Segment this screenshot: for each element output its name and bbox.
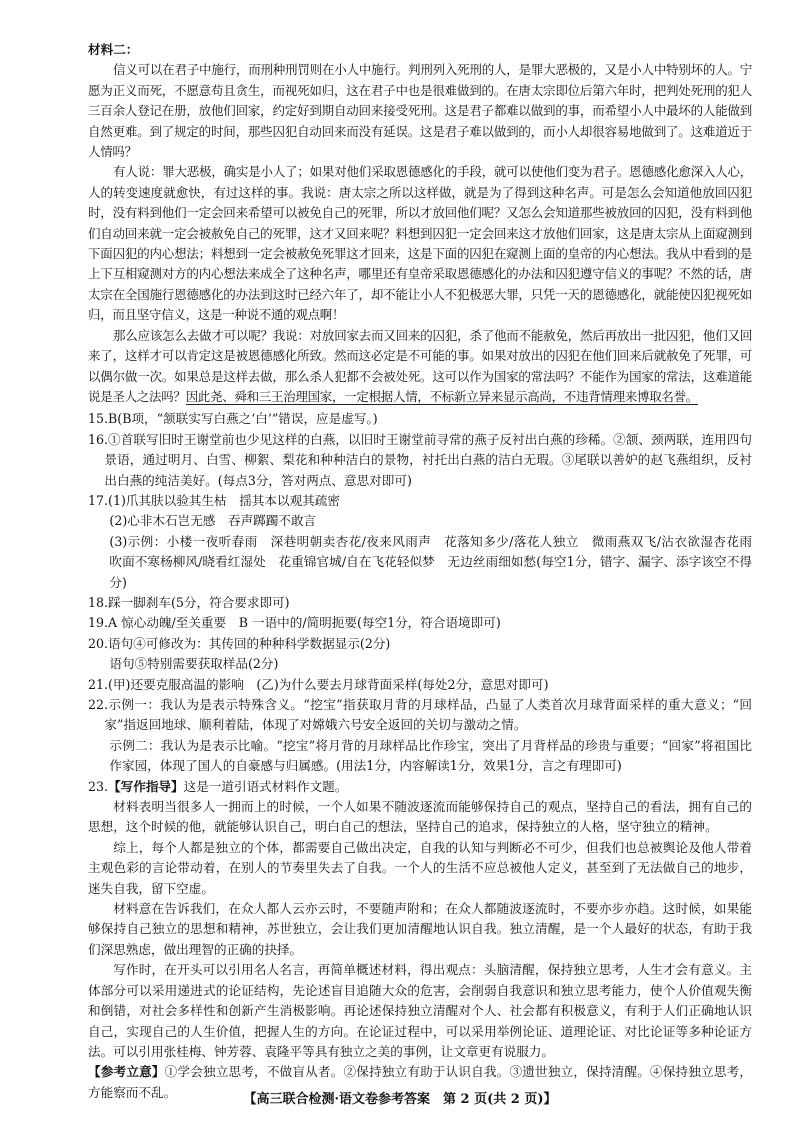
answer-21: 21.(甲)还要克服高温的影响 (乙)为什么要去月球背面采样(每处2分，意思对即可) [88, 676, 549, 692]
writing-guide-paragraph-4: 写作时，在开头可以引用名人名言，再简单概述材料，得出观点：头脑清醒，保持独立思考，人生才会有意义。主体部分可以采用递进式的论证结构，先论述盲目追随大众的危害，会削弱自我意识和独立思考能力，使个人价值观失衡和倒错，对社会多样性和创新产生消极影响。再论述保持独立清醒对个人、社会都有积极意义，有利于人们正确地认识自己，实现自己的人生价值，把握人生的方向。在论证过程中，可以采用举例论证、道理论证、对比论证等多种论证方法。可以引用张桂梅、钟芳蓉、袁隆平等具有独立之美的事例，让文章更有说服力。 [88, 962, 752, 1059]
answer-17-1: 17.(1)爪其肤以验其生枯 揺其本以观其疏密 [88, 492, 340, 508]
reference-theme-label: 【参考立意】 [88, 1064, 165, 1080]
passage-paragraph-2: 有人说：罪大恶极，确实是小人了；如果对他们采取恩德感化的手段，就可以使他们变为君子。恩德感化愈深入人心，人的转变速度就愈快，有过这样的事。我说：唐太宗之所以这样做，就是为了得到这种名声。可是怎么会知道他放回囚犯时，没有料到他们一定会回来希望可以被免自己的死罪，所以才放回他们呢？又怎么会知道那些被放回的囚犯，没有料到他们自动回来就一定会被赦免自己的死罪，这才又回来呢？料想到囚犯一定会回来这才放他们回家，这是唐太宗从上面窥测到下面囚犯的内心想法；料想到一定会被赦免死罪这才回来，这是下面的囚犯在窥测上面的皇帝的内心想法。我从中看到的是上下互相窥测对方的内心想法来成全了这种名声，哪里还有皇帝采取恩德感化的办法和囚犯遵守信义的事呢？不然的话，唐太宗在全国施行恩德感化的办法到这时已经六年了，却不能让小人不犯极恶大罪，只凭一天的恩德感化，就能使囚犯视死如归，而且坚守信义，这是一种说不通的观点啊！ [88, 164, 752, 323]
answer-20-2: 语句⑤特别需要获取样品(2分) [109, 656, 279, 672]
answer-17-2: (2)心非木石岂无感 吞声踯躅不敢言 [109, 513, 317, 529]
writing-guide-intro: 这是一道引语式材料作文题。 [183, 778, 348, 794]
answer-15: 15.B(B项，“颔联实写白燕之‘白’”错误，应是虚写。) [88, 411, 378, 427]
passage-underlined-sentence: 因此尧、舜和三王治理国家，一定根据人情，不标新立异来显示高尚，不违背情理来博取名誉。 [185, 388, 699, 404]
answer-19: 19.A 惊心动魄/至关重要 B 一语中的/简明扼要(每空1分，符合语境即可) [88, 615, 501, 631]
answer-20-1: 20.语句④可修改为：其传回的种种科学数据显示(2分) [88, 635, 391, 651]
passage-paragraph-3-lead: 那么应该怎么去做才可以呢？我说：对放回家去而又回来的囚犯，杀了他而不能赦免，然后再放出一批囚犯，他们又回来了，这样才可以肯定这是被恩德感化所致。然而这必定是不可能的事。如果对放出的囚犯在他们回来后就赦免了死罪，可以偶尔做一次。如果总是这样去做，那么杀人犯都不会被处死。这可以作为国家的常法吗？不能作为国家的常法，这难道能说是圣人之法吗？ [88, 327, 752, 404]
writing-guide-paragraph-1: 材料表明当很多人一拥而上的时候，一个人如果不随波逐流而能够保持自己的观点，坚持自己的看法，拥有自己的思想，这个时候的他，就能够认识自己，明白自己的想法，坚持自己的追求，保持独立的人格，坚守独立的精神。 [88, 799, 752, 835]
translation-passage [88, 60, 752, 407]
page-content [88, 40, 765, 1103]
section-title: 材料二： [88, 42, 139, 57]
answer-22-example-1: 22.示例一：我认为是表示特殊含义。“挖宝”指获取月背的月球样品，凸显了人类首次月球背面采样的重大意义；“回家”指返回地球、顺利着陆，体现了对嫦娥六号安全返回的关切与激动之情。 [88, 697, 752, 733]
writing-guide-paragraph-2: 综上，每个人都是独立的个体，都需要自己做出决定，自我的认知与判断必不可少，但我们也总被舆论及他人带着主观色彩的言论带动着，在别人的节奏里失去了自我。一个人的生活不应总被他人定义，甚至到了无法做自己的地步，迷失自我，留下空虚。 [88, 839, 752, 896]
passage-paragraph-3 [88, 326, 752, 408]
answer-17-3: (3)示例：小楼一夜听春雨 深巷明朝卖杏花/夜来风雨声 花落知多少/落花人独立 微雨燕双飞/沾衣欲湿杏花雨 吹面不寒杨柳风/晓看红湿处 花重锦官城/自在飞花轻似梦 无边丝雨细如愁(每空1分，错字、漏字、添字该空不得分) [109, 533, 765, 590]
page-footer: 【高三联合检测·语文卷参考答案 第 2 页(共 2 页)】 [243, 1092, 557, 1107]
writing-guide-label: 【写作指导】 [108, 778, 184, 794]
answers-section [88, 409, 765, 1103]
passage-paragraph-1: 信义可以在君子中施行，而刑种刑罚则在小人中施行。判刑列入死刑的人，是罪大恶极的，又是小人中特别坏的人。宁愿为正义而死，不愿意苟且贪生，而视死如归，这在君子中也是很难做到的。在唐太宗即位后第六年时，把判处死刑的犯人三百余人登记在册，放他们回家，约定好到期自动回来接受死刑。这是君子都难以做到的事，而希望小人中最坏的人能做到自然更难。到了规定的时间，那些囚犯自动回来而没有延误。这是君子难以做到的，而小人却很容易地做到了。这难道近于人情吗？ [88, 62, 752, 160]
answer-23-heading: 23.【写作指导】这是一道引语式材料作文题。 [88, 778, 348, 794]
reference-theme-text: ①学会独立思考，不做盲从者。②保持独立有助于认识自我。③遗世独立，保持清醒。④保持独立思考，方能察而不乱。 [88, 1064, 753, 1100]
answer-16: 16.①首联写旧时王谢堂前也少见这样的白燕，以旧时王谢堂前寻常的燕子反衬出白燕的珍稀。②颔、颈两联，连用四句景语，通过明月、白雪、柳絮、梨花和种种洁白的景物，衬托出白燕的洁白无瑕。③尾联以善妒的赵飞燕组织，反衬出白燕的纯洁美好。(每点3分，答对两点、意思对即可) [88, 431, 752, 488]
writing-guide-paragraph-3: 材料意在告诉我们，在众人都人云亦云时，不要随声附和；在众人都随波逐流时，不要亦步亦趋。这时候，如果能够保持自己独立的思想和精神，苏世独立，会让我们更加清醒地认识自我。独立清醒，是一个人最好的状态，有助于我们深思熟虑，做出理智的正确的抉择。 [88, 901, 752, 957]
answer-18: 18.踩一脚刹车(5分，符合要求即可) [88, 594, 290, 610]
answer-22-example-2: 示例二：我认为是表示比喻。“挖宝”将月背的月球样品比作珍宝，突出了月背样品的珍贵与重要；“回家”将祖国比作家园，体现了国人的自豪感与归属感。(用法1分，内容解读1分，效果1分，言之有理即可) [109, 737, 752, 774]
